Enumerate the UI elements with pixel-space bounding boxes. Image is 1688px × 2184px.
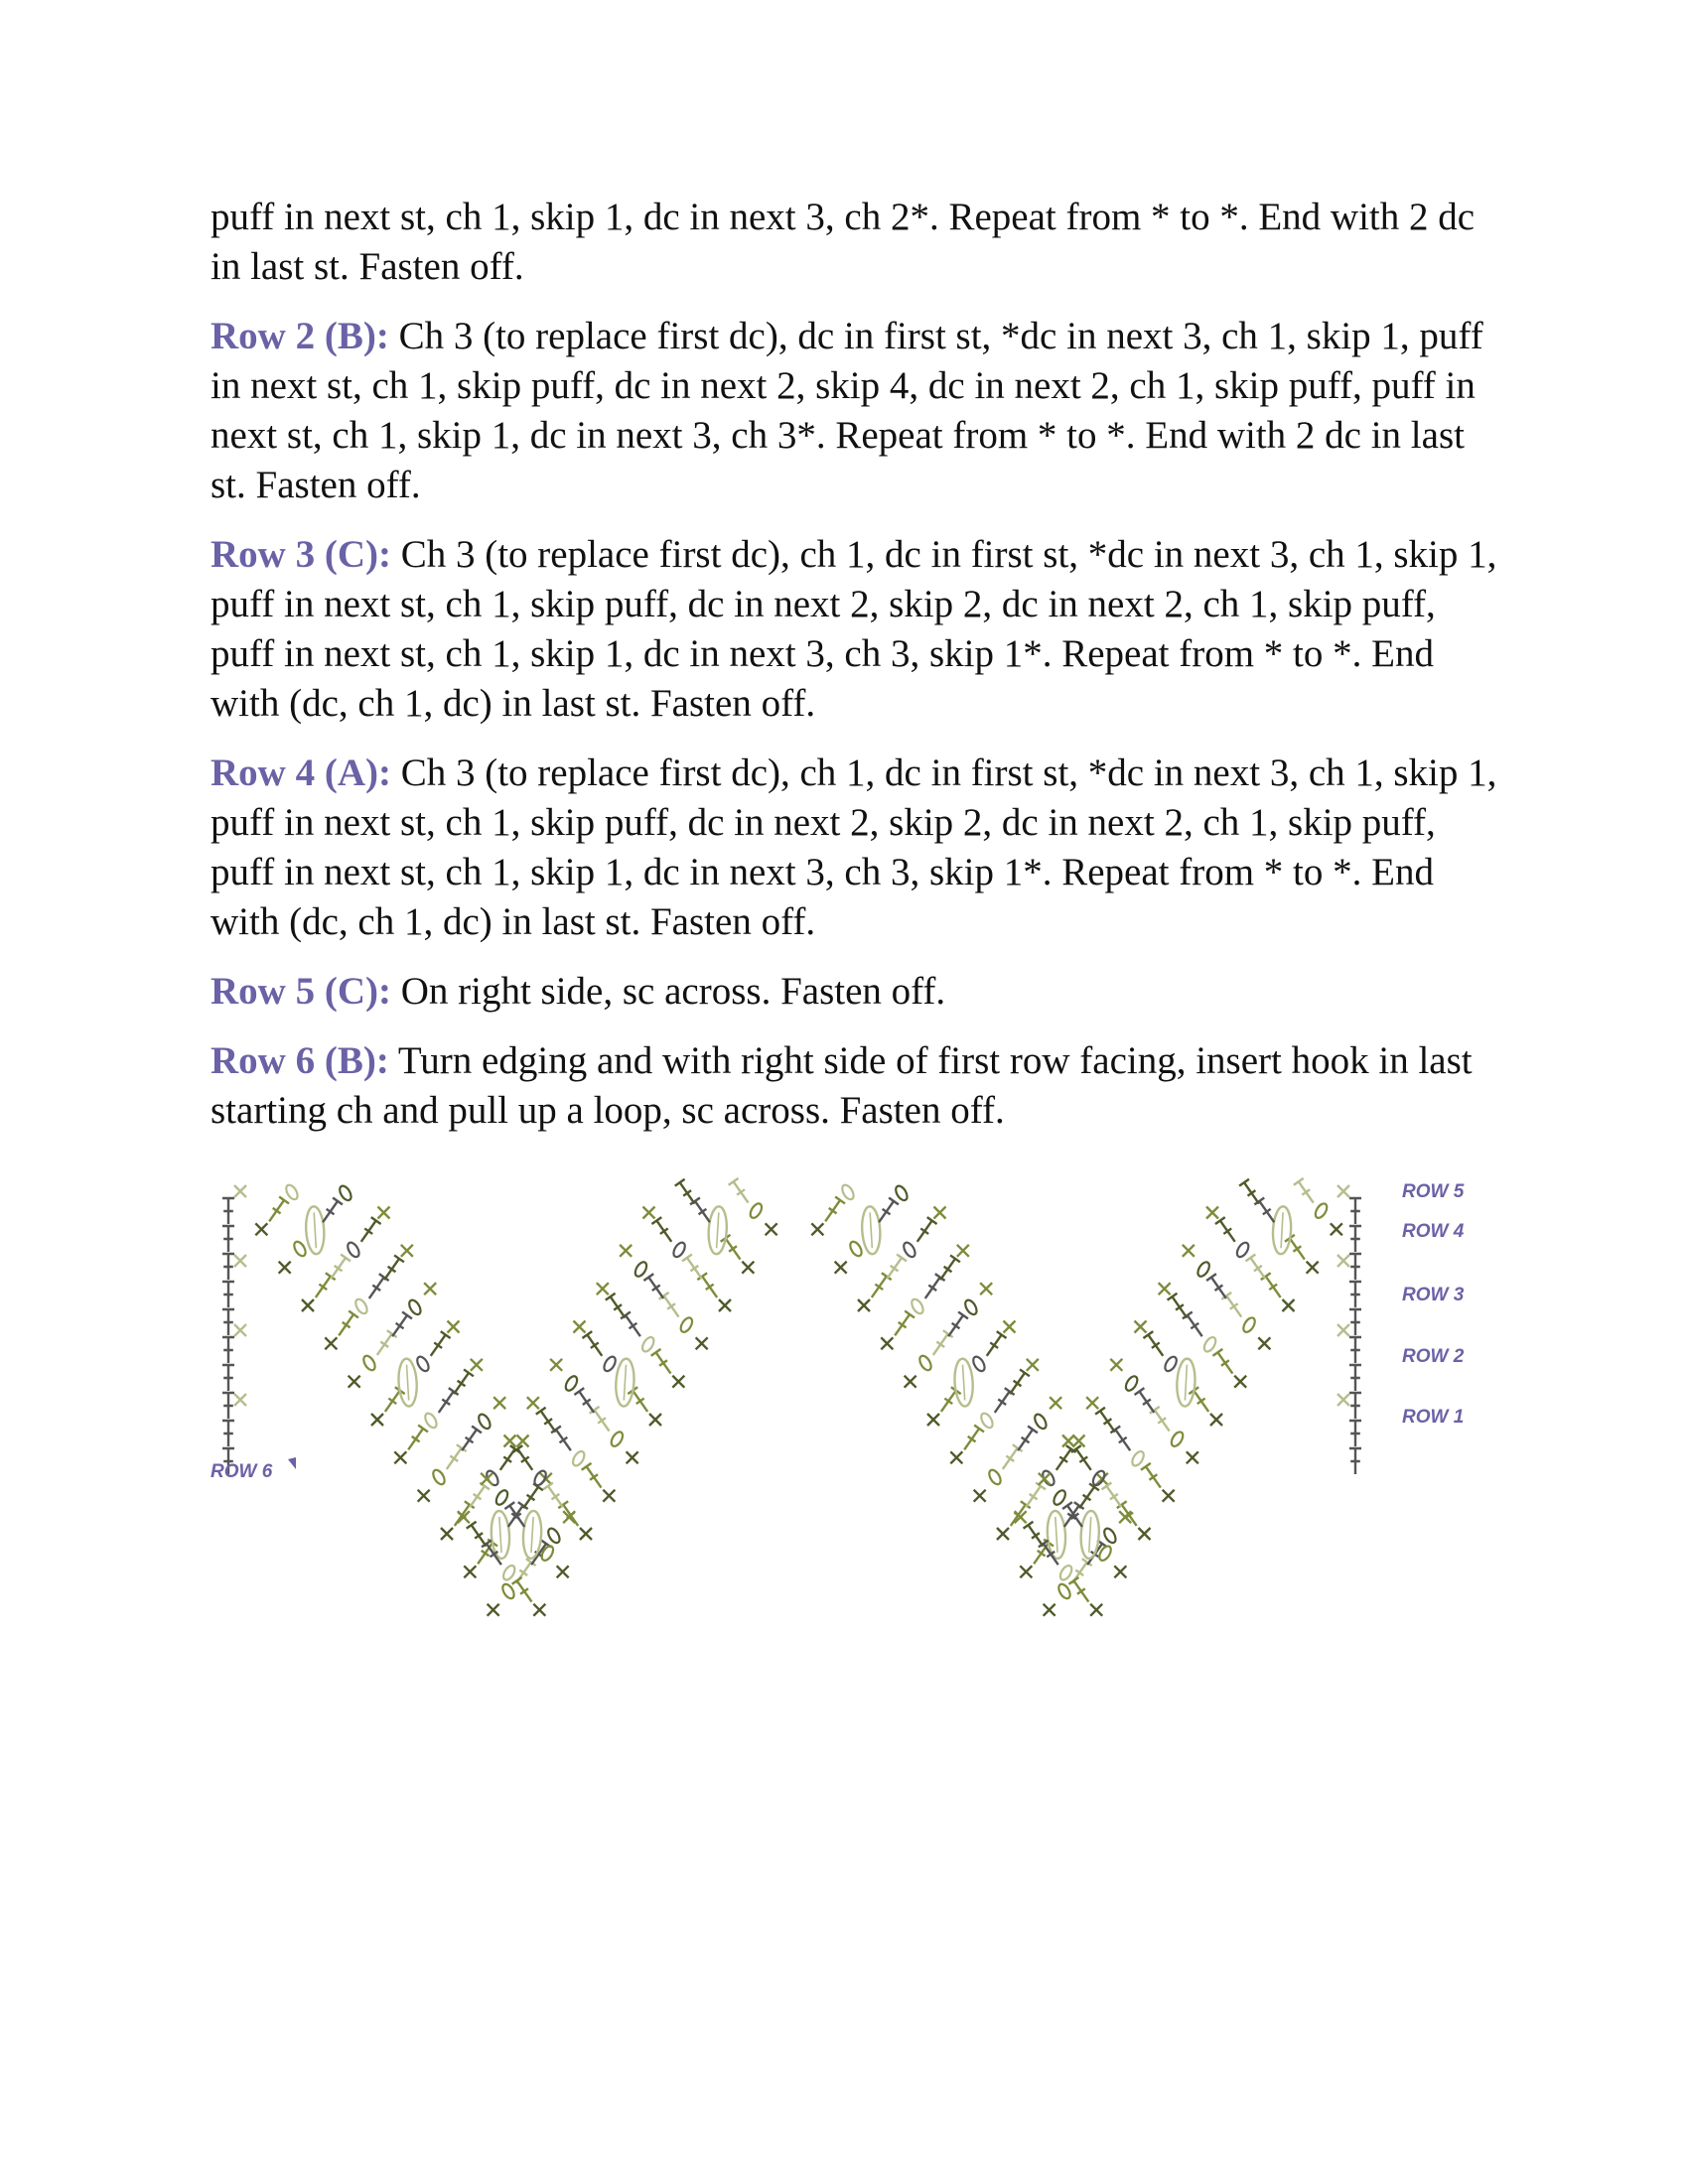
puff-stitch-line-icon [314, 1212, 316, 1248]
row-5-instruction [211, 967, 1501, 1017]
chain-stitch-icon [1163, 1355, 1179, 1373]
chain-stitch-icon [1196, 1260, 1211, 1278]
row-text: On right side, sc across. Fasten off. [390, 970, 946, 1013]
sc-stitch-icon [488, 1604, 499, 1616]
pattern-instructions [211, 193, 1501, 1156]
sc-stitch-icon [533, 1604, 545, 1616]
sc-stitch-icon [378, 1207, 390, 1219]
sc-stitch-icon [597, 1283, 609, 1295]
sc-stitch-icon [349, 1376, 360, 1388]
sc-stitch-icon [1004, 1321, 1016, 1333]
dc-stitch-icon [1018, 1426, 1038, 1450]
dc-stitch-icon [523, 1483, 543, 1508]
row-text: Ch 3 (to replace first dc), dc in first st, *dc in next 3, ch 1, skip 1, puff in next st, ch 1, skip puff, dc in next 2, skip 4, dc in next 2, ch 1, skip puff, puff in next st, ch 1, skip 1, dc in next 3, ch 3*. Repeat from * to *. End with 2 dc in last st. Fasten off. [211, 315, 1483, 506]
sc-stitch-icon [1090, 1604, 1102, 1616]
sc-stitch-icon [1062, 1435, 1074, 1447]
sc-stitch-icon [394, 1451, 406, 1463]
row-4-instruction [211, 749, 1501, 947]
sc-stitch-icon [1163, 1490, 1175, 1502]
dc-stitch-icon [1206, 1274, 1226, 1298]
row-2-label: ROW 2 [1402, 1346, 1465, 1367]
chain-stitch-icon [1201, 1335, 1217, 1353]
row-6-label: ROW 6 [211, 1461, 273, 1482]
sc-stitch-icon [672, 1376, 684, 1388]
sc-stitch-icon [1258, 1337, 1270, 1349]
dc-stitch-icon [825, 1197, 845, 1222]
row-label: Row 3 (C): [211, 533, 391, 576]
row-6-arrow-icon [288, 1457, 296, 1469]
chain-stitch-icon [748, 1201, 764, 1219]
row-5-label: ROW 5 [1402, 1181, 1465, 1202]
sc-stitch-icon [471, 1359, 483, 1371]
dc-stitch-icon [1068, 1577, 1088, 1602]
dc-stitch-icon [887, 1255, 907, 1280]
sc-stitch-icon [1135, 1321, 1147, 1333]
sc-stitch-icon [580, 1528, 592, 1540]
dc-stitch-icon [1071, 1445, 1091, 1470]
sc-stitch-icon [742, 1262, 754, 1274]
sc-stitch-icon [464, 1566, 476, 1577]
puff-stitch-line-icon [1185, 1365, 1187, 1401]
chain-stitch-icon [284, 1183, 300, 1201]
sc-stitch-icon [234, 1185, 246, 1197]
row-label: Row 6 (B): [211, 1039, 389, 1082]
dc-stitch-icon [512, 1577, 532, 1602]
sc-stitch-icon [448, 1321, 460, 1333]
puff-stitch-line-icon [1281, 1212, 1283, 1248]
dc-stitch-icon [1143, 1331, 1163, 1356]
chain-stitch-icon [1124, 1374, 1140, 1392]
chain-stitch-icon [840, 1183, 856, 1201]
sc-stitch-icon [527, 1397, 539, 1409]
chain-stitch-icon [848, 1240, 864, 1258]
sc-stitch-icon [934, 1207, 946, 1219]
row-label: Row 5 (C): [211, 970, 391, 1013]
dc-stitch-icon [543, 1483, 563, 1508]
chain-stitch-icon [1102, 1527, 1118, 1545]
dc-stitch-icon [1024, 1522, 1044, 1547]
sc-stitch-icon [1283, 1299, 1295, 1311]
dc-stitch-icon [1239, 1179, 1259, 1204]
dc-stitch-icon [222, 1198, 234, 1224]
sc-stitch-icon [1337, 1394, 1349, 1406]
sc-stitch-icon [927, 1414, 939, 1426]
sc-stitch-icon [1086, 1397, 1098, 1409]
sc-stitch-icon [1183, 1245, 1195, 1257]
sc-stitch-icon [504, 1435, 516, 1447]
sc-stitch-icon [643, 1207, 655, 1219]
dc-stitch-icon [1135, 1388, 1155, 1413]
chain-stitch-icon [431, 1468, 447, 1486]
dc-stitch-icon [582, 1463, 602, 1488]
chain-stitch-icon [894, 1184, 910, 1202]
dc-stitch-icon [323, 1197, 343, 1222]
dc-stitch-icon [682, 1255, 702, 1280]
sc-stitch-icon [279, 1262, 291, 1274]
dc-stitch-icon [222, 1309, 234, 1335]
chain-stitch-icon [963, 1298, 979, 1316]
dc-stitch-icon [917, 1217, 937, 1242]
dc-stitch-icon [384, 1255, 404, 1280]
sc-stitch-icon [1073, 1435, 1085, 1447]
sc-stitch-icon [1337, 1185, 1349, 1197]
sc-stitch-icon [1331, 1223, 1342, 1235]
dc-stitch-icon [651, 1349, 671, 1374]
puff-stitch-line-icon [499, 1517, 501, 1553]
stitch-diagram-svg [199, 1171, 1489, 1688]
dc-stitch-icon [431, 1331, 451, 1356]
dc-stitch-icon [940, 1255, 960, 1280]
chain-stitch-icon [361, 1354, 377, 1372]
row-label: Row 4 (A): [211, 751, 391, 794]
dc-stitch-icon [1294, 1178, 1314, 1203]
dc-stitch-icon [1349, 1365, 1361, 1391]
chain-stitch-icon [1241, 1315, 1257, 1333]
sc-stitch-icon [1234, 1376, 1246, 1388]
dc-stitch-icon [222, 1254, 234, 1280]
sc-stitch-icon [234, 1255, 246, 1267]
dc-stitch-icon [392, 1311, 412, 1336]
dc-stitch-icon [339, 1311, 358, 1336]
dc-stitch-icon [729, 1178, 749, 1203]
sc-stitch-icon [905, 1376, 916, 1388]
sc-stitch-icon [881, 1337, 893, 1349]
row-label: Row 2 (B): [211, 315, 389, 357]
sc-stitch-icon [371, 1414, 383, 1426]
sc-stitch-icon [557, 1566, 569, 1577]
chain-stitch-icon [415, 1355, 431, 1373]
chain-stitch-icon [353, 1297, 369, 1315]
chain-stitch-icon [546, 1527, 562, 1545]
sc-stitch-icon [493, 1397, 505, 1409]
sc-stitch-icon [1337, 1324, 1349, 1336]
dc-stitch-icon [1168, 1294, 1188, 1318]
chain-stitch-icon [477, 1413, 492, 1431]
dc-stitch-icon [222, 1226, 234, 1252]
dc-stitch-icon [964, 1426, 984, 1450]
sc-stitch-icon [1044, 1604, 1055, 1616]
row-4-label: ROW 4 [1402, 1221, 1465, 1242]
dc-stitch-icon [331, 1255, 351, 1280]
row-text: Ch 3 (to replace first dc), ch 1, dc in first st, *dc in next 3, ch 1, skip 1, puff in next st, ch 1, skip puff, dc in next 2, skip 2, dc in next 2, ch 1, skip puff, puff in next st, ch 1, skip 1, dc in next 3, ch 3, skip 1*. Repeat from * to *. End with (dc, ch 1, dc) in last st. Fasten off. [211, 751, 1497, 943]
sc-stitch-icon [835, 1262, 847, 1274]
chain-stitch-icon [671, 1241, 687, 1259]
sc-stitch-icon [1110, 1359, 1122, 1371]
dc-stitch-icon [536, 1408, 556, 1433]
sc-stitch-icon [1050, 1397, 1061, 1409]
dc-stitch-icon [1349, 1282, 1361, 1307]
chain-stitch-icon [500, 1582, 516, 1600]
dc-stitch-icon [222, 1337, 234, 1363]
sc-stitch-icon [424, 1283, 436, 1295]
dc-stitch-icon [1095, 1408, 1115, 1433]
sc-stitch-icon [627, 1451, 638, 1463]
sc-stitch-icon [1039, 1473, 1051, 1485]
puff-stitch-line-icon [1089, 1517, 1091, 1553]
sc-stitch-icon [620, 1245, 632, 1257]
dc-stitch-icon [1212, 1349, 1232, 1374]
dc-stitch-icon [222, 1393, 234, 1419]
sc-stitch-icon [997, 1528, 1009, 1540]
dc-stitch-icon [1349, 1309, 1361, 1335]
dc-stitch-icon [948, 1311, 968, 1336]
sc-stitch-icon [302, 1299, 314, 1311]
chain-stitch-icon [1057, 1564, 1073, 1581]
puff-stitch-line-icon [870, 1212, 872, 1248]
dc-stitch-icon [222, 1421, 234, 1446]
sc-stitch-icon [950, 1451, 962, 1463]
sc-stitch-icon [1307, 1262, 1319, 1274]
chain-stitch-icon [1235, 1241, 1251, 1259]
chain-stitch-icon [979, 1412, 995, 1430]
chain-stitch-icon [1056, 1582, 1072, 1600]
sc-stitch-icon [550, 1359, 562, 1371]
sc-stitch-icon [401, 1245, 413, 1257]
dc-stitch-icon [1349, 1337, 1361, 1363]
chain-stitch-icon [602, 1355, 618, 1373]
dc-stitch-icon [1349, 1421, 1361, 1446]
sc-stitch-icon [696, 1337, 708, 1349]
dc-stitch-icon [574, 1388, 594, 1413]
dc-stitch-icon [269, 1197, 289, 1222]
dc-stitch-icon [1349, 1448, 1361, 1474]
chain-stitch-icon [1033, 1413, 1049, 1431]
chain-stitch-icon [633, 1260, 648, 1278]
chain-stitch-icon [1169, 1430, 1185, 1447]
dc-stitch-icon [1141, 1463, 1161, 1488]
dc-stitch-icon [1079, 1483, 1099, 1508]
row-3-instruction [211, 530, 1501, 729]
dc-stitch-icon [643, 1274, 663, 1298]
sc-stitch-icon [418, 1490, 430, 1502]
dc-stitch-icon [987, 1331, 1007, 1356]
sc-stitch-icon [234, 1394, 246, 1406]
dc-stitch-icon [1215, 1217, 1235, 1242]
dc-stitch-icon [470, 1483, 490, 1508]
chain-stitch-icon [346, 1241, 361, 1259]
dc-stitch-icon [1026, 1483, 1046, 1508]
row-1-label: ROW 1 [1402, 1407, 1465, 1428]
chain-stitch-icon [501, 1564, 517, 1581]
sc-stitch-icon [1337, 1255, 1349, 1267]
sc-stitch-icon [1027, 1359, 1039, 1371]
puff-stitch-line-icon [1055, 1517, 1057, 1553]
puff-stitch-line-icon [717, 1212, 719, 1248]
chain-stitch-icon [910, 1297, 925, 1315]
puff-stitch-line-icon [407, 1365, 409, 1401]
chain-stitch-icon [493, 1488, 509, 1506]
dc-stitch-icon [462, 1426, 482, 1450]
sc-stitch-icon [1020, 1566, 1032, 1577]
dc-stitch-icon [1056, 1445, 1076, 1470]
dc-stitch-icon [651, 1217, 671, 1242]
puff-stitch-line-icon [624, 1365, 626, 1401]
chain-stitch-icon [1313, 1201, 1329, 1219]
row-1-continuation: puff in next st, ch 1, skip 1, dc in next 3, ch 2*. Repeat from * to *. End with 2 dc in last st. Fasten off. [211, 196, 1476, 288]
sc-stitch-icon [1206, 1207, 1218, 1219]
sc-stitch-icon [719, 1299, 731, 1311]
sc-stitch-icon [1210, 1414, 1222, 1426]
sc-stitch-icon [603, 1490, 615, 1502]
chain-stitch-icon [609, 1430, 625, 1447]
chain-stitch-icon [917, 1354, 933, 1372]
dc-stitch-icon [1246, 1255, 1266, 1280]
chain-stitch-icon [902, 1241, 917, 1259]
sc-stitch-icon [649, 1414, 661, 1426]
chain-stitch-icon [678, 1315, 694, 1333]
chain-stitch-icon [407, 1298, 423, 1316]
dc-stitch-icon [606, 1294, 626, 1318]
chain-stitch-icon [1091, 1469, 1107, 1487]
dc-stitch-icon [454, 1369, 474, 1394]
sc-stitch-icon [974, 1490, 986, 1502]
sc-stitch-icon [980, 1283, 992, 1295]
dc-stitch-icon [1349, 1254, 1361, 1280]
sc-stitch-icon [1187, 1451, 1198, 1463]
puff-stitch-line-icon [531, 1517, 533, 1553]
sc-stitch-icon [574, 1321, 586, 1333]
chain-stitch-icon [292, 1240, 308, 1258]
dc-stitch-icon [408, 1426, 428, 1450]
sc-stitch-icon [766, 1223, 777, 1235]
puff-stitch-line-icon [963, 1365, 965, 1401]
chain-stitch-icon [532, 1469, 548, 1487]
dc-stitch-icon [361, 1217, 381, 1242]
dc-stitch-icon [1010, 1369, 1030, 1394]
sc-stitch-icon [1159, 1283, 1171, 1295]
sc-stitch-icon [858, 1299, 870, 1311]
row-3-label: ROW 3 [1402, 1285, 1465, 1305]
chain-stitch-icon [563, 1374, 579, 1392]
row-text: Turn edging and with right side of first row facing, insert hook in last starting ch and pull up a loop, sc across. Fasten off. [211, 1039, 1473, 1132]
chain-stitch-icon [987, 1468, 1003, 1486]
dc-stitch-icon [895, 1311, 914, 1336]
chain-stitch-icon [1052, 1488, 1067, 1506]
row-2-instruction [211, 312, 1501, 510]
chain-stitch-icon [571, 1449, 587, 1467]
stitch-diagram [199, 1171, 1489, 1688]
stitch-symbols [222, 1178, 1361, 1616]
sc-stitch-icon [325, 1337, 337, 1349]
dc-stitch-icon [582, 1331, 602, 1356]
chain-stitch-icon [1130, 1449, 1146, 1467]
sc-stitch-icon [255, 1223, 267, 1235]
sc-stitch-icon [1096, 1473, 1108, 1485]
dc-stitch-icon [222, 1365, 234, 1391]
sc-stitch-icon [441, 1528, 453, 1540]
row-6-instruction [211, 1036, 1501, 1136]
dc-stitch-icon [1349, 1198, 1361, 1224]
dc-stitch-icon [1349, 1393, 1361, 1419]
sc-stitch-icon [1139, 1528, 1151, 1540]
sc-stitch-icon [811, 1223, 823, 1235]
chain-stitch-icon [338, 1184, 353, 1202]
chain-stitch-icon [971, 1355, 987, 1373]
sc-stitch-icon [517, 1435, 529, 1447]
sc-stitch-icon [957, 1245, 969, 1257]
dc-stitch-icon [222, 1282, 234, 1307]
dc-stitch-icon [1349, 1226, 1361, 1252]
dc-stitch-icon [675, 1179, 695, 1204]
dc-stitch-icon [512, 1445, 532, 1470]
chain-stitch-icon [423, 1412, 439, 1430]
dc-stitch-icon [1102, 1483, 1122, 1508]
sc-stitch-icon [1114, 1566, 1126, 1577]
dc-stitch-icon [879, 1197, 899, 1222]
row-text: Ch 3 (to replace first dc), ch 1, dc in first st, *dc in next 3, ch 1, skip 1, puff in next st, ch 1, skip puff, dc in next 2, skip 2, dc in next 2, ch 1, skip puff, puff in next st, ch 1, skip 1, dc in next 3, ch 3, skip 1*. Repeat from * to *. End with (dc, ch 1, dc) in last st. Fasten off. [211, 533, 1497, 725]
chain-stitch-icon [539, 1544, 555, 1562]
dc-stitch-icon [467, 1522, 487, 1547]
sc-stitch-icon [234, 1324, 246, 1336]
chain-stitch-icon [640, 1335, 656, 1353]
